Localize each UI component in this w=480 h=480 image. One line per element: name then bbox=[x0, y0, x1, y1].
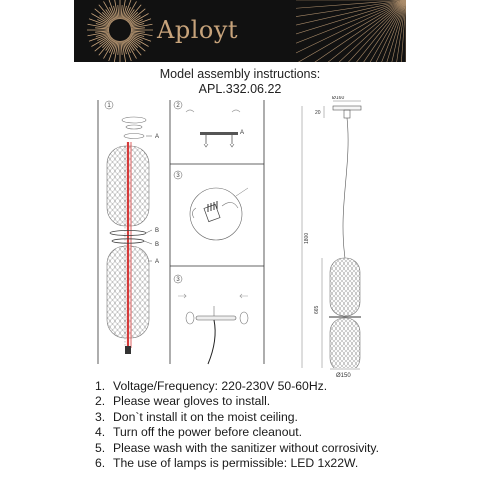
step-label-2: 2 bbox=[176, 103, 180, 109]
dim-canopy-diameter: Ø160 bbox=[332, 96, 345, 101]
step-label-1: 1 bbox=[107, 103, 111, 109]
list-item: 1. Voltage/Frequency: 220-230V 50-60Hz. bbox=[95, 379, 328, 393]
sun-logo-icon bbox=[86, 0, 154, 62]
list-item: 2. Please wear gloves to install. bbox=[95, 394, 271, 409]
assembly-diagram bbox=[0, 96, 480, 368]
model-number: APL.332.06.22 bbox=[198, 82, 282, 96]
dim-canopy-height: 20 bbox=[315, 110, 321, 116]
step-2-ceiling-bracket bbox=[186, 110, 244, 147]
step-label-4: 3 bbox=[176, 277, 180, 283]
shade-diameter-dimension bbox=[320, 366, 380, 380]
brand-header bbox=[74, 0, 406, 62]
decorative-rays-icon bbox=[296, 0, 406, 62]
brand-name: Aployt bbox=[157, 16, 239, 44]
list-item: 3. Don`t install it on the moist ceiling. bbox=[95, 409, 298, 424]
dim-shade-diameter: Ø150 bbox=[336, 373, 351, 379]
step-3-horizontal-assembly bbox=[178, 294, 248, 364]
part-label-a-top: A bbox=[155, 134, 160, 140]
dim-shade-height: 665 bbox=[314, 305, 320, 314]
part-label-b-lower: B bbox=[155, 242, 160, 248]
page-title: Model assembly instructions: bbox=[159, 67, 321, 81]
list-item: 4. Turn off the power before cleanout. bbox=[95, 425, 303, 440]
part-label-b-upper: B bbox=[155, 228, 160, 234]
step-label-3: 3 bbox=[176, 173, 180, 179]
lamp-dimension-drawing bbox=[302, 96, 361, 368]
list-item: 6. The use of lamps is permissible: LED 1x22W. bbox=[95, 456, 359, 471]
instructions-list bbox=[95, 379, 475, 471]
step-3-connection-detail bbox=[190, 188, 248, 240]
step-1-exploded-view bbox=[107, 117, 159, 354]
list-item: 5. Please wash with the sanitizer without corrosivity. bbox=[95, 440, 379, 455]
part-label-a-bottom: A bbox=[155, 259, 160, 265]
part-label-a-step2: A bbox=[240, 130, 245, 136]
dim-total-height: 1800 bbox=[304, 232, 310, 244]
